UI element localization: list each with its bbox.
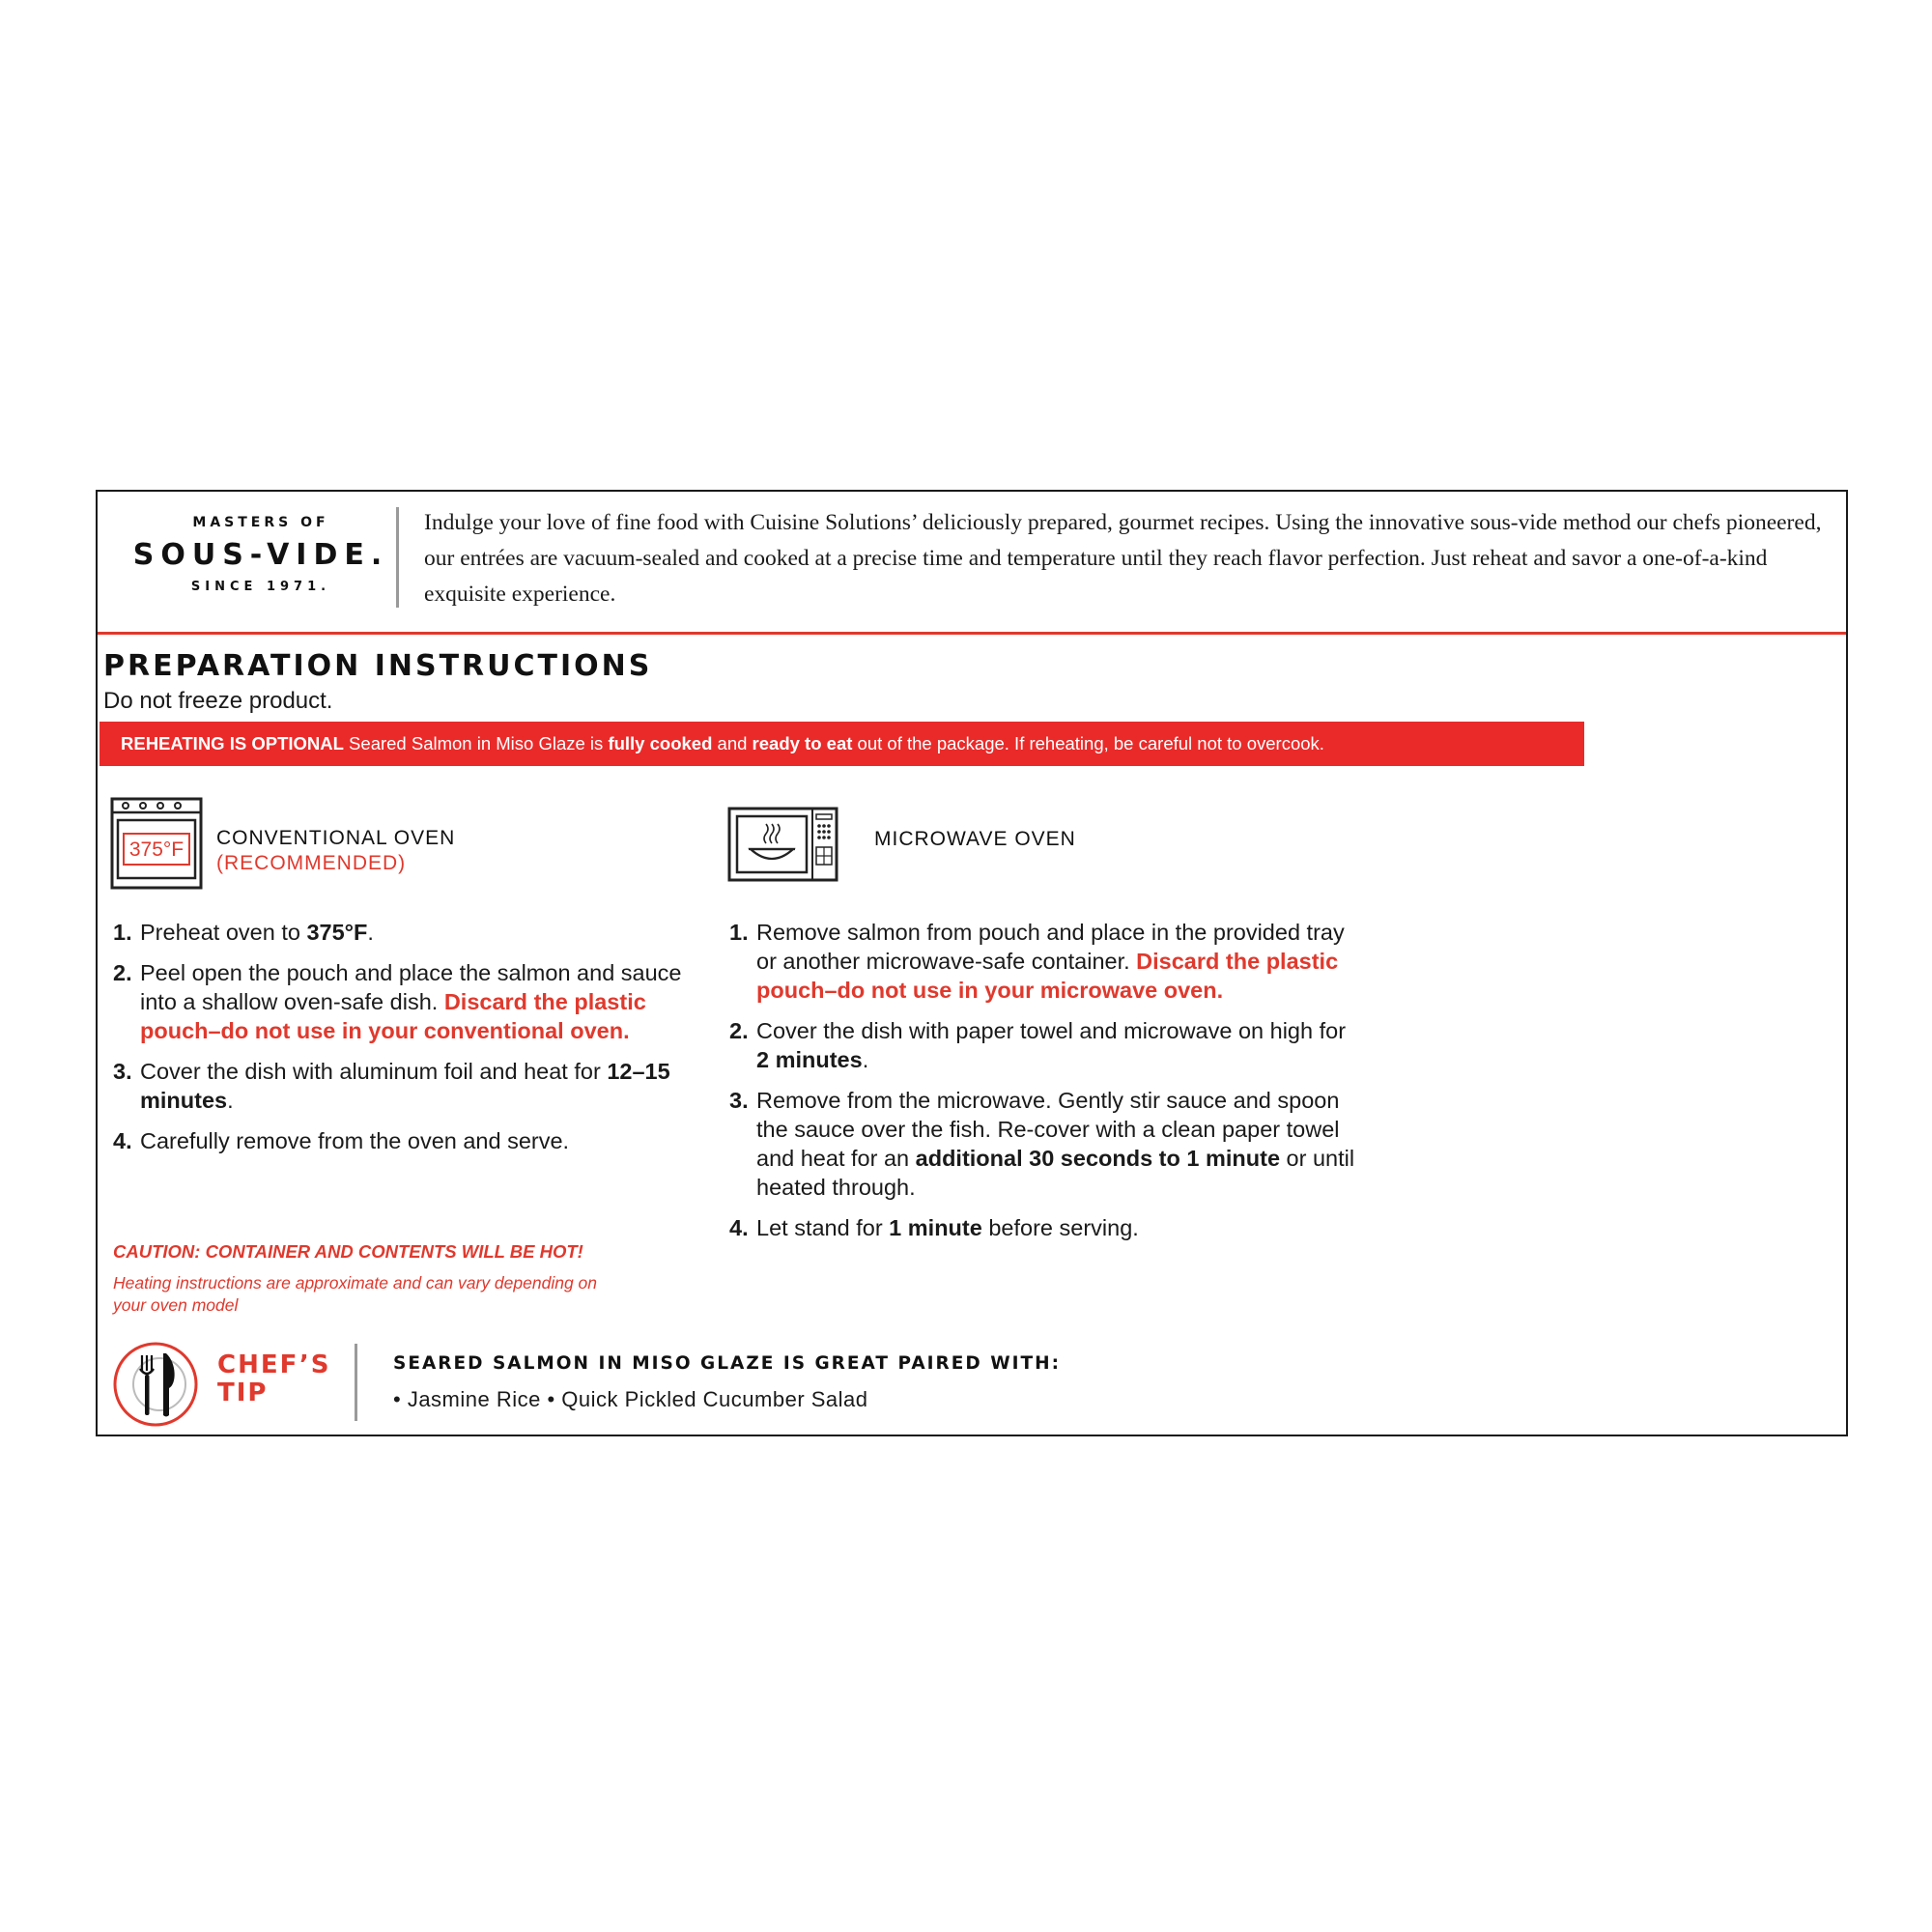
pairing-items: • Jasmine Rice • Quick Pickled Cucumber Salad <box>393 1387 868 1411</box>
oven-icon <box>110 797 203 890</box>
chef-tip-label: CHEF’S TIP <box>217 1350 331 1407</box>
section-title: PREPARATION INSTRUCTIONS <box>103 649 653 683</box>
oven-subtitle: (RECOMMENDED) <box>216 852 407 874</box>
oven-step: 2. Peel open the pouch and place the salmon and sauce into a shallow oven-safe dish. Discard the plastic pouch–do not use in your conventional oven. <box>113 960 682 1043</box>
pairing-heading: SEARED SALMON IN MISO GLAZE IS GREAT PAIRED WITH: <box>393 1353 1062 1374</box>
microwave-step: 4. Let stand for 1 minute before serving. <box>729 1215 1139 1240</box>
reheating-banner: REHEATING IS OPTIONAL Seared Salmon in Miso Glaze is fully cooked and ready to eat out of the package. If reheating, be careful not to overcook. <box>99 722 1584 766</box>
oven-temp-label: 375°F <box>128 838 185 861</box>
caution-note: Heating instructions are approximate and can vary depending on your oven model <box>113 1273 598 1315</box>
brand-logo <box>121 515 401 594</box>
microwave-steps <box>729 918 1362 1254</box>
microwave-step: 2. Cover the dish with paper towel and microwave on high for 2 minutes. <box>729 1018 1347 1072</box>
red-divider <box>98 632 1846 635</box>
oven-title: CONVENTIONAL OVEN <box>216 827 456 849</box>
microwave-step: 3. Remove from the microwave. Gently stir sauce and spoon the sauce over the fish. Re-cover with a clean paper towel and heat for an additional 30 seconds to 1 minute or until heated through. <box>729 1088 1355 1200</box>
instructions-panel <box>96 490 1848 1436</box>
brand-name: SOUS-VIDE. <box>132 538 389 572</box>
header-divider <box>396 507 399 608</box>
intro-text: Indulge your love of fine food with Cuisine Solutions’ deliciously prepared, gourmet recipes. Using the innovative sous-vide method our chefs pioneered, our entrées are vacuum-sealed and cooked at a precise time and temperature until they reach flavor perfection. Just reheat and savor a one-of-a-kind exquisite experience. <box>424 510 1822 607</box>
oven-steps <box>113 918 683 1167</box>
oven-step: 4. Carefully remove from the oven and serve. <box>113 1128 570 1153</box>
storage-note: Do not freeze product. <box>103 688 333 714</box>
caution-heading: CAUTION: CONTAINER AND CONTENTS WILL BE HOT! <box>113 1241 583 1262</box>
microwave-step: 1. Remove salmon from pouch and place in the provided tray or another microwave-safe container. Discard the plastic pouch–do not use in your microwave oven. <box>729 920 1345 1003</box>
banner-lead: REHEATING IS OPTIONAL <box>121 733 344 753</box>
microwave-title: MICROWAVE OVEN <box>874 828 1076 850</box>
brand-tagline: MASTERS OF <box>192 515 329 530</box>
oven-step: 1. Preheat oven to 375°F. <box>113 920 374 945</box>
tip-divider <box>355 1344 357 1421</box>
oven-step: 3. Cover the dish with aluminum foil and heat for 12–15 minutes. <box>113 1059 670 1113</box>
brand-since: SINCE 1971. <box>190 580 331 594</box>
chef-tip-icon <box>113 1342 198 1427</box>
microwave-icon <box>727 807 838 882</box>
